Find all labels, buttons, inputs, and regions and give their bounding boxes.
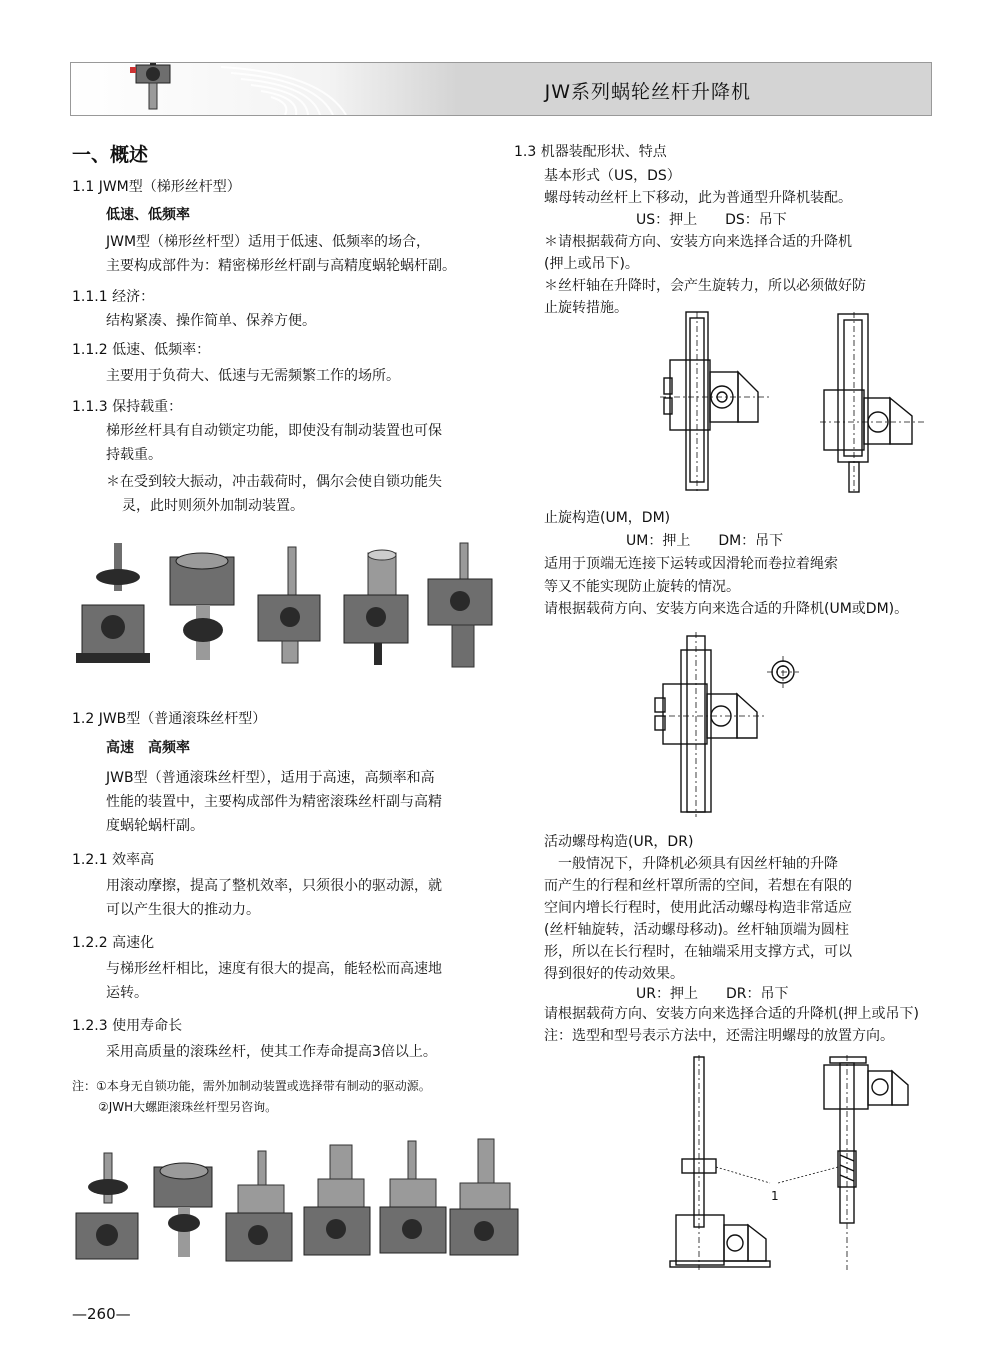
callout-line-left [716, 1167, 770, 1183]
nut-line-5: 形，所以在长行程时，在轴端采用支撑方式，可以 [544, 944, 852, 960]
nut-tail-2: 注：选型和型号表示方法中，还需注明螺母的放置方向。 [544, 1028, 894, 1044]
callout-line-right [778, 1167, 838, 1183]
nut-title: 活动螺母构造(UR，DR) [544, 834, 694, 850]
s111-title: 1.1.1 经济： [72, 289, 155, 305]
s12-title: 1.2 JWB型（普通滚珠丝杆型） [72, 711, 267, 727]
s11-subtitle: 低速、低频率 [106, 207, 190, 223]
jwm-photo-4 [344, 550, 408, 665]
ds-drawing [820, 312, 924, 492]
jwm-photo-1 [76, 543, 150, 663]
ur-drawing [670, 1055, 770, 1270]
s121-line-2: 可以产生很大的推动力。 [106, 902, 260, 918]
s11-line-2: 主要构成部件为：精密梯形丝杆副与高精度蜗轮蜗杆副。 [106, 258, 456, 274]
s13-note-3: ＊丝杆轴在升降时，会产生旋转力，所以必须做好防 [544, 278, 866, 294]
jwb-photo-5 [380, 1141, 446, 1253]
s121-line-1: 用滚动摩擦，提高了整机效率，只须很小的驱动源，就 [106, 878, 442, 894]
s113-note-1: ＊在受到较大振动，冲击载荷时，偶尔会使自锁功能失 [106, 474, 442, 490]
anti-labels: UM：押上 DM：吊下 [626, 533, 784, 549]
nut-line-1: 一般情况下，升降机必须具有因丝杆轴的升降 [544, 856, 838, 872]
s12-line-3: 度蜗轮蜗杆副。 [106, 818, 204, 834]
s122-line-1: 与梯形丝杆相比，速度有很大的提高，能轻松而高速地 [106, 961, 442, 977]
s13-note-4: 止旋转措施。 [544, 300, 628, 316]
callout-label: 1 [771, 1189, 779, 1203]
s111-line-1: 结构紧凑、操作简单、保养方便。 [106, 313, 316, 329]
s121-title: 1.2.1 效率高 [72, 852, 155, 868]
anti-line-3: 请根据载荷方向、安装方向来选合适的升降机(UM或DM)。 [544, 601, 909, 617]
s13-basic-labels: US：押上 DS：吊下 [636, 212, 787, 228]
s12-subtitle: 高速 高频率 [106, 740, 190, 756]
us-drawing [660, 312, 770, 492]
s122-line-2: 运转。 [106, 985, 148, 1001]
nut-line-2: 而产生的行程和丝杆罩所需的空间，若想在有限的 [544, 878, 852, 894]
s123-line-1: 采用高质量的滚珠丝杆，使其工作寿命提高3倍以上。 [106, 1044, 437, 1060]
nut-labels: UR：押上 DR：吊下 [636, 986, 789, 1002]
nut-line-3: 空间内增长行程时，使用此活动螺母构造非常适应 [544, 900, 852, 916]
s13-title: 1.3 机器装配形状、特点 [514, 144, 667, 160]
section-title: 一、概述 [72, 144, 149, 166]
anti-line-2: 等又不能实现防止旋转的情况。 [544, 579, 740, 595]
jwb-photo-2 [154, 1163, 212, 1257]
note-2: ②JWH大螺距滚珠丝杆型另咨询。 [98, 1100, 278, 1114]
s112-title: 1.1.2 低速、低频率： [72, 342, 211, 358]
s113-line-2: 持载重。 [106, 447, 162, 463]
header-stripes [71, 63, 931, 115]
nut-line-4: (丝杆轴旋转，活动螺母移动)。丝杆轴顶端为圆柱 [544, 922, 849, 938]
s113-note-2: 灵，此时则须外加制动装置。 [122, 498, 304, 514]
s13-basic-line: 螺母转动丝杆上下移动，此为普通型升降机装配。 [544, 190, 852, 206]
jwm-photo-3 [258, 547, 320, 663]
s112-line-1: 主要用于负荷大、低速与无需频繁工作的场所。 [106, 368, 400, 384]
s13-note-1: ＊请根据载荷方向、安装方向来选择合适的升降机 [544, 234, 852, 250]
nut-line-6: 得到很好的传动效果。 [544, 966, 684, 982]
jwb-photo-3 [226, 1151, 292, 1261]
nut-tail-1: 请根据载荷方向、安装方向来选择合适的升降机(押上或吊下) [544, 1006, 919, 1022]
s123-title: 1.2.3 使用寿命长 [72, 1018, 183, 1034]
jwb-photo-4 [304, 1145, 370, 1255]
um-drawing [655, 632, 815, 817]
s13-basic-title: 基本形式（US，DS） [544, 168, 681, 184]
s11-line-1: JWM型（梯形丝杆型）适用于低速、低频率的场合， [106, 234, 431, 250]
s11-title: 1.1 JWM型（梯形丝杆型） [72, 179, 241, 195]
header-lifter-icon [126, 62, 186, 109]
s122-title: 1.2.2 高速化 [72, 935, 155, 951]
anti-line-1: 适用于顶端无连接下运转或因滑轮而卷拉着绳索 [544, 556, 838, 572]
dr-drawing [824, 1055, 908, 1270]
header-bar [70, 62, 932, 116]
jwm-photo-2 [170, 553, 234, 660]
ur-dr-drawings [670, 1055, 920, 1270]
s113-line-1: 梯形丝杆具有自动锁定功能，即使没有制动装置也可保 [106, 423, 442, 439]
s12-line-2: 性能的装置中，主要构成部件为精密滚珠丝杆副与高精 [106, 794, 442, 810]
header-title: JW系列蜗轮丝杆升降机 [544, 81, 751, 103]
anti-title: 止旋构造(UM，DM) [544, 510, 671, 526]
page-number: —260— [72, 1305, 131, 1323]
jwm-photo-5 [428, 543, 492, 667]
jwm-product-photos [72, 535, 502, 675]
us-ds-drawings [660, 312, 960, 492]
s12-line-1: JWB型（普通滚珠丝杆型），适用于高速，高频率和高 [106, 770, 435, 786]
s113-title: 1.1.3 保持载重： [72, 399, 183, 415]
jwb-product-photos [72, 1135, 512, 1275]
jwb-photo-1 [76, 1153, 138, 1259]
jwb-photo-6 [450, 1139, 518, 1255]
s13-note-2: (押上或吊下)。 [544, 256, 639, 272]
note-1: 注：①本身无自锁功能，需外加制动装置或选择带有制动的驱动源。 [72, 1079, 431, 1093]
